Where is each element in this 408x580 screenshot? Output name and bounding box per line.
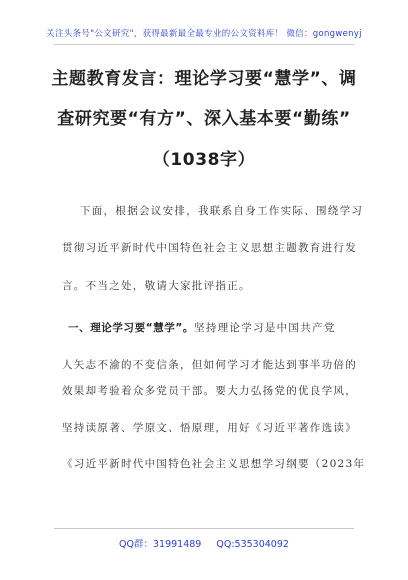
paragraph-2-line-1: [68, 320, 352, 335]
header-divider: [54, 44, 354, 45]
paragraph-1-line-1: 下面，根据会议安排，我联系自身工作实际、围绕学习: [80, 205, 364, 217]
footer-divider: [54, 528, 354, 529]
section-heading-theory-study: 一、理论学习要“慧学”。: [68, 322, 195, 334]
paragraph-2-line-4: 坚持读原著、学原文、悟原理，用好《习近平著作选读》: [62, 422, 357, 434]
footer-qq-group: QQ群：31991489: [119, 539, 202, 550]
footer-qq-contact: QQ:535304092: [216, 539, 289, 550]
document-title-line-2: 查研究要“有方”、深入基本要“勤练”: [57, 109, 351, 129]
paragraph-1-line-3: 言。不当之处，敬请大家批评指正。: [62, 280, 251, 292]
footer-contact: [0, 536, 408, 550]
document-title-word-count: （1038字）: [152, 150, 256, 170]
paragraph-2-line-2: 人矢志不渝的不变信条，但如何学习才能达到事半功倍的: [62, 359, 357, 371]
paragraph-1-line-2: 贯彻习近平新时代中国特色社会主义思想主题教育进行发: [62, 242, 357, 254]
document-title-line-1: 主题教育发言：理论学习要“慧学”、调: [51, 69, 357, 89]
paragraph-2-line-3: 效果却考验着众多党员干部。要大力弘扬党的优良学风，: [62, 385, 357, 397]
header-banner: 关注头条号"公文研究"，获得最新最全最专业的公文资料库！ 微信：gongwenyj: [46, 29, 362, 39]
paragraph-2-line-1-text: 坚持理论学习是中国共产党: [194, 322, 336, 334]
paragraph-2-line-5: 《习近平新时代中国特色社会主义思想学习纲要（2023年: [62, 458, 366, 470]
